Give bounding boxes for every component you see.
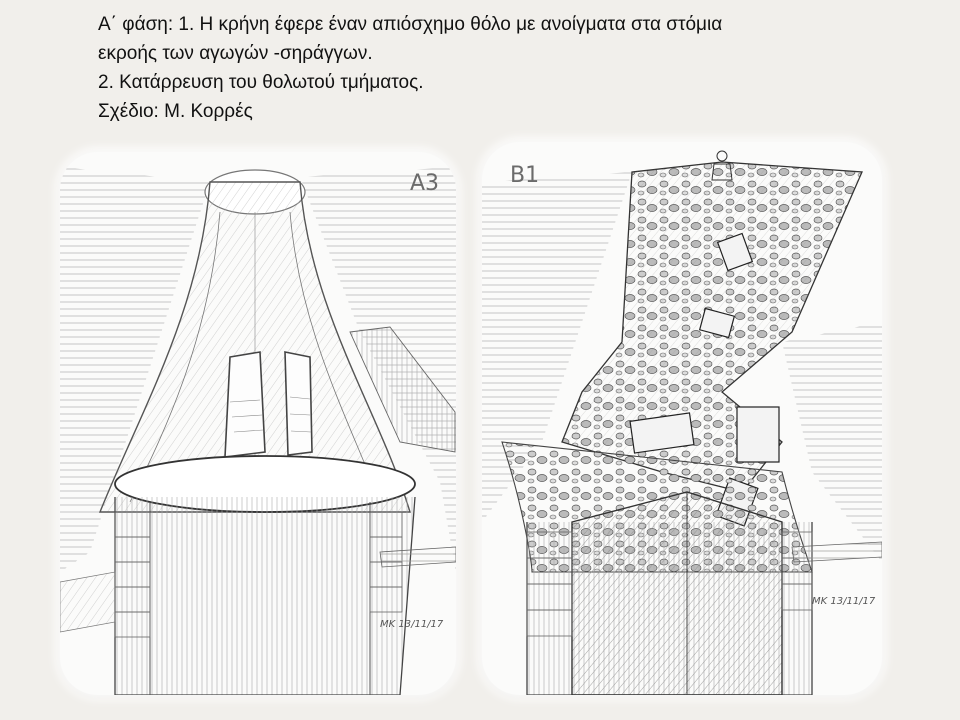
sketch-intact-vault-drawing [60,152,456,695]
sketch-label-a3: A3 [410,171,440,196]
sketch-collapsed-vault-drawing [482,142,882,695]
sketch-signature-left: ΜΚ 13/11/17 [380,619,444,630]
sketch-signature-right: ΜΚ 13/11/17 [812,596,876,607]
caption-line-2: εκροής των αγωγών -σηράγγων. [98,43,373,64]
caption-line-3: 2. Κατάρρευση του θολωτού τμήματος. [98,72,424,93]
sketch-panel-collapsed-vault [482,142,882,695]
caption-line-1: Α΄ φάση: 1. Η κρήνη έφερε έναν απιόσχημο θόλο με ανοίγματα στα στόμια [98,14,723,35]
sketch-label-b1: B1 [510,163,540,188]
caption-text-block [98,10,898,126]
caption-line-4: Σχέδιο: Μ. Κορρές [98,101,253,122]
sketch-panel-intact-vault [60,152,456,695]
